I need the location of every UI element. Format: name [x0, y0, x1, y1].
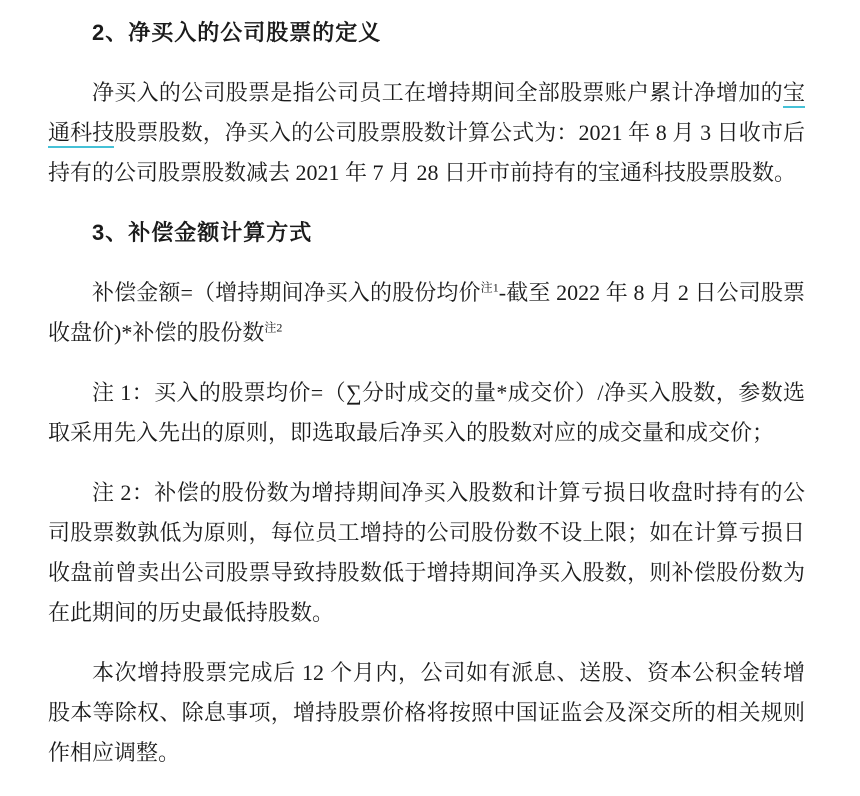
para-note-1: [48, 373, 805, 453]
text-run: 3、补偿金额计算方式: [92, 220, 313, 245]
text-run: 股票股数，净买入的公司股票股数计算公式为：2021 年 8 月 3 日收市后持有的公司股票股数减去 2021 年 7 月 28 日开市前持有的宝通科技股票股数。: [48, 120, 805, 185]
heading-section-3: [48, 213, 805, 253]
footnote-ref: 注1: [480, 280, 499, 295]
para-compensation-formula: [48, 273, 805, 353]
footnote-ref: 注2: [264, 320, 283, 335]
para-net-buy-definition: [48, 73, 805, 193]
text-run: 净买入的公司股票是指公司员工在增持期间全部股票账户累计净增加的: [92, 80, 783, 105]
text-run: 本次增持股票完成后 12 个月内，公司如有派息、送股、资本公积金转增股本等除权、除息事项，增持股票价格将按照中国证监会及深交所的相关规则作相应调整。: [48, 660, 805, 765]
text-run: 注 2：补偿的股份数为增持期间净买入股数和计算亏损日收盘时持有的公司股票数孰低为原则，每位员工增持的公司股份数不设上限；如在计算亏损日收盘前曾卖出公司股票导致持股数低于增持期间净买入股数，则补偿股份数为在此期间的历史最低持股数。: [48, 480, 805, 625]
text-run: 2、净买入的公司股票的定义: [92, 20, 382, 45]
para-rights-adjustment: [48, 653, 805, 773]
text-run: 补偿金额=（增持期间净买入的股份均价: [92, 280, 481, 305]
text-run: 注 1：买入的股票均价=（∑分时成交的量*成交价）/净买入股数，参数选取采用先入先出的原则，即选取最后净买入的股数对应的成交量和成交价；: [48, 380, 805, 445]
company-name-underlined: 宝通科技: [48, 80, 805, 148]
para-note-2: [48, 473, 805, 633]
heading-section-2: [48, 13, 805, 53]
text-run: -截至 2022 年 8 月 2 日公司股票收盘价)*补偿的股份数: [48, 280, 805, 345]
